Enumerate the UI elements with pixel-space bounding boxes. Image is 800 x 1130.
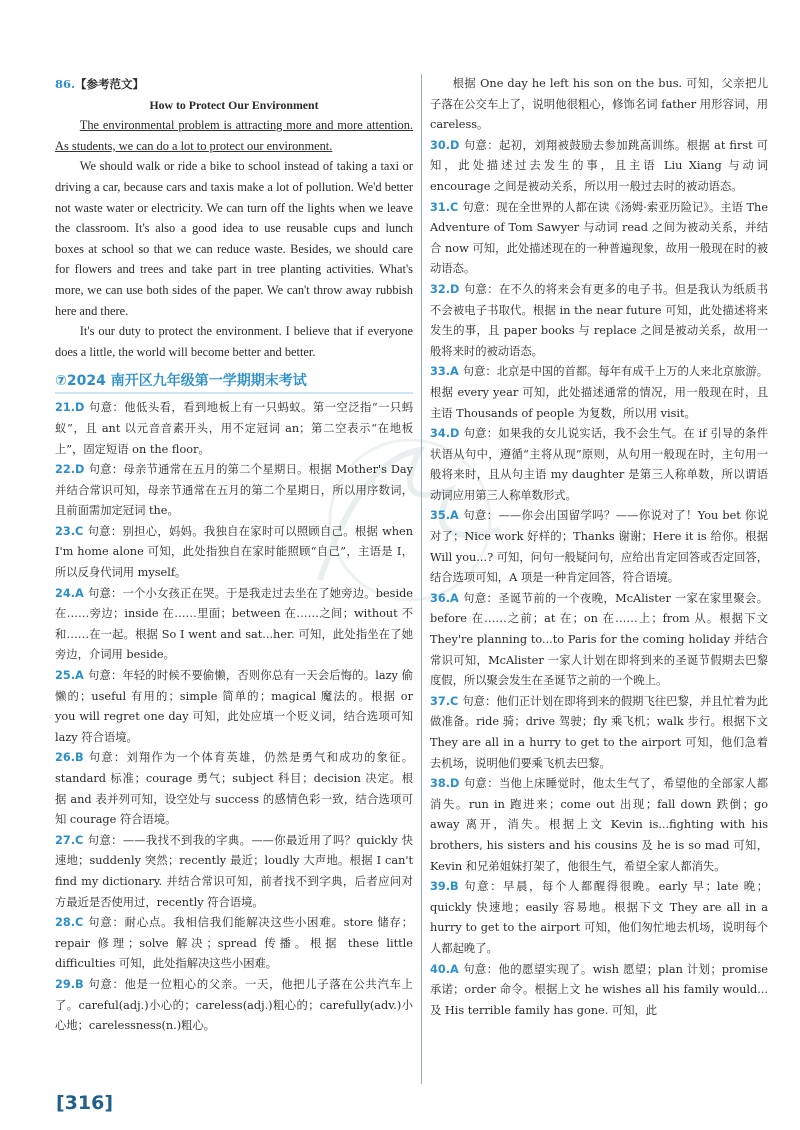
answer-letter: C [75,833,84,847]
answer-item [55,666,413,748]
answer-letter: A [450,365,459,379]
answer-item [55,584,413,666]
answer-letter: D [450,777,460,791]
explanation-text: 句意：如果我的女儿说实话，我不会生气。在 if 引导的条件状语从句中，遵循“主将从现”原则，从句用一般现在时，主句用一般将来时，且从句主语 my daughter 是第三人称单数，所以谓语动词应用第三人称单数形式。 [430,427,768,502]
essay-title: How to Protect Our Environment [149,97,319,112]
explanation-text: 句意：他是一位粗心的父亲。一天，他把儿子落在公共汽车上了。careful(adj.)小心的；careless(adj.)粗心的；carefully(adv.)小心地；carelessness(n.)粗心。 [55,977,413,1033]
explanation-text: 句意：早晨，每个人都醒得很晚。early 早；late 晚；quickly 快速地；easily 容易地。根据下文 They are all in a hurry to get to the airport 可知，他们匆忙地去机场，说明每个人都起晚了。 [430,880,768,955]
question-number: 29. [55,977,76,991]
answer-letter: C [450,694,459,708]
question-number: 26. [55,751,76,765]
explanation-text: 句意：起初，刘翔被鼓励去参加跳高训练。根据 at first 可知，此处描述过去发生的事，且主语 Liu Xiang 与动词 encourage 之间是被动关系，所以用一般过去时的被动语态。 [430,138,768,193]
essay-paragraph-1: The environmental problem is attracting more and more attention. As students, we can do a lot to protect our environment. [55,118,413,153]
answer-letter: C [75,916,84,930]
question-number: 34. [430,427,451,441]
explanation-text: 句意：在不久的将来会有更多的电子书。但是我认为纸质书不会被电子书取代。根据 in the near future 可知，此处描述将来发生的事，且 paper books 与 replace 之间是被动关系，故用一般将来时的被动语态。 [430,282,768,358]
answer-item [430,198,768,280]
answer-item [430,280,768,362]
right-answer-list [430,136,768,1022]
answer-letter: B [450,880,459,894]
answer-letter: A [450,962,459,976]
question-number: 31. [430,200,451,214]
answer-item [430,692,768,774]
answer-item [55,975,413,1037]
answer-item [55,398,413,460]
explanation-text: 句意：——我找不到我的字典。——你最近用了吗？quickly 快速地；suddenly 突然；recently 最近；loudly 大声地。根据 I can't find my dictionary. 并结合常识可知，前者找不到字典，后者应问对方最近是否使用过，recently 符合语境。 [55,833,413,909]
question-number: 35. [430,509,451,523]
answer-letter: A [450,509,459,523]
answer-letter: B [75,751,84,765]
continued-explanation: 根据 One day he left his son on the bus. 可知，父亲把儿子落在公交车上了，说明他很粗心，修饰名词 father 用形容词，用 careless。 [430,77,768,132]
essay-header [55,74,413,95]
question-number: 25. [55,669,76,683]
explanation-text: 句意：现在全世界的人都在读《汤姆·索亚历险记》。主语 The Adventure of Tom Sawyer 与动词 read 之间为被动关系，并结合 now 可知，此处描述现在的一种普遍现象，故用一般现在时的被动语态。 [430,200,768,276]
left-answer-list [55,398,413,1036]
essay-paragraph-3: It's our duty to protect the environment. I believe that if everyone does a little, the world will become better and better. [55,324,413,359]
question-number: 22. [55,463,76,477]
explanation-text: 句意：北京是中国的首都。每年有成千上万的人来北京旅游。根据 every year 可知，此处描述通常的情况，用一般现在时，且主语 Thousands of people 为复数，所以用 visit。 [430,365,768,420]
question-number: 37. [430,694,451,708]
answer-item [55,831,413,913]
answer-item [430,960,768,1022]
answer-item [430,362,768,424]
answer-item [430,136,768,198]
answer-letter: C [450,200,459,214]
explanation-text: 句意：母亲节通常在五月的第二个星期日。根据 Mother's Day 并结合常识可知，母亲节通常在五月的第二个星期日，所以用序数词，且前面需加定冠词 the。 [55,463,413,518]
question-number: 39. [430,880,451,894]
answer-item [55,522,413,584]
explanation-text: 句意：别担心，妈妈。我独自在家时可以照顾自己。根据 when I'm home alone 可知，此处指独自在家时能照顾“自己”，主语是 I，所以反身代词用 myself。 [55,524,413,580]
answer-letter: D [75,401,85,415]
explanation-text: 句意：他低头看，看到地板上有一只蚂蚁。第一空泛指“一只蚂蚁”，且 ant 以元音音素开头，用不定冠词 an；第二空表示“在地板上”，固定短语 on the floor。 [55,401,413,456]
explanation-text: 句意：圣诞节前的一个夜晚，McAlister 一家在家里聚会。before 在……之前；at 在；on 在……上；from 从。根据下文 They're planning to...to Paris for the coming holiday 并结合常识可知，McAlister 一家人计划在即将到来的圣诞节假期去巴黎度假，所以聚会发生在圣诞节之前的一个晚上。 [430,591,768,688]
answer-item [430,424,768,506]
answer-letter: D [450,282,460,296]
question-number: 21. [55,401,76,415]
answer-item [430,589,768,692]
explanation-text: 句意：他们正计划在即将到来的假期飞往巴黎，并且忙着为此做准备。ride 骑；drive 驾驶；fly 乘飞机；walk 步行。根据下文 They are all in a hurry to get to the airport 可知，他们急着去机场，说明他们要乘飞机去巴黎。 [430,694,768,770]
answer-letter: D [450,427,460,441]
question-number: 24. [55,586,76,600]
answer-item [55,913,413,975]
question-number: 32. [430,282,451,296]
essay-number: 86. [55,77,76,91]
answer-item [430,877,768,959]
question-number: 36. [430,591,451,605]
answer-letter: D [75,463,85,477]
section-title: ⑦2024 南开区九年级第一学期期末考试 [55,368,413,394]
question-number: 27. [55,833,76,847]
page-number: [316] [56,1092,114,1114]
explanation-text: 句意：一个小女孩正在哭。于是我走过去坐在了她旁边。beside 在……旁边；inside 在……里面；between 在……之间；without 不和……在一起。根据 So I went and sat...her. 可知，此处指坐在了她旁边，介词用 beside。 [55,586,413,662]
column-divider [421,74,422,1084]
essay-label: 【参考范文】 [75,77,145,91]
explanation-text: 句意：当他上床睡觉时，他太生气了，希望他的全部家人都消失。run in 跑进来；come out 出现；fall down 跌倒；go away 离开，消失。根据上文 Kevin is...fighting with his brothers, his sisters and his cousins 及 he is so mad 可知，Kevin 和兄弟姐妹打架了，他很生气，希望全家人都消失。 [430,777,768,873]
answer-letter: A [75,669,84,683]
question-number: 38. [430,777,451,791]
question-number: 23. [55,524,76,538]
explanation-text: 句意：耐心点。我相信我们能解决这些小困难。store 储存；repair 修理；solve 解决；spread 传播。根据 these little difficulties 可知，此处指解决这些小困难。 [55,916,413,971]
explanation-text: 句意：年轻的时候不要偷懒，否则你总有一天会后悔的。lazy 偷懒的；useful 有用的；simple 简单的；magical 魔法的。根据 or you will regret one day 可知，此处应填一个贬义词，结合选项可知 lazy 符合语境。 [55,669,413,744]
answer-letter: C [75,524,84,538]
left-column [55,74,413,1037]
question-number: 30. [430,138,451,152]
essay-paragraph-2: We should walk or ride a bike to school instead of taking a taxi or driving a car, because cars and taxis make a lot of pollution. We'd better not waste water or electricity. We can turn off the lights when we leave the classroom. It's also a good idea to use reusable cups and lunch boxes at school so that we can reduce waste. Besides, we should care for flowers and trees and take part in tree planting activities. What's more, we can use both sides of the paper. We can't throw away rubbish here and there. [55,159,413,318]
question-number: 40. [430,962,451,976]
explanation-text: 句意：刘翔作为一个体育英雄，仍然是勇气和成功的象征。standard 标准；courage 勇气；subject 科目；decision 决定。根据 and 表并列可知，设空处与 success 的感情色彩一致，结合选项可知 courage 符合语境。 [55,751,413,827]
explanation-text: 句意：——你会出国留学吗？——你说对了！You bet 你说对了；Nice work 好样的；Thanks 谢谢；Here it is 给你。根据 Will you...? 可知，问句一般疑问句，应给出肯定回答或否定回答，结合选项可知，A 项是一种肯定回答，符合语境。 [430,509,768,585]
answer-letter: D [450,138,460,152]
explanation-text: 句意：他的愿望实现了。wish 愿望；plan 计划；promise 承诺；order 命令。根据上文 he wishes all his family would...及 His terrible family has gone. 可知，此 [430,962,768,1017]
answer-item [55,748,413,830]
question-number: 28. [55,916,76,930]
answer-item [55,460,413,522]
right-column [430,74,768,1021]
question-number: 33. [430,365,451,379]
answer-item [430,506,768,588]
answer-item [430,774,768,877]
answer-letter: A [450,591,459,605]
answer-letter: A [75,586,84,600]
answer-letter: B [75,977,84,991]
